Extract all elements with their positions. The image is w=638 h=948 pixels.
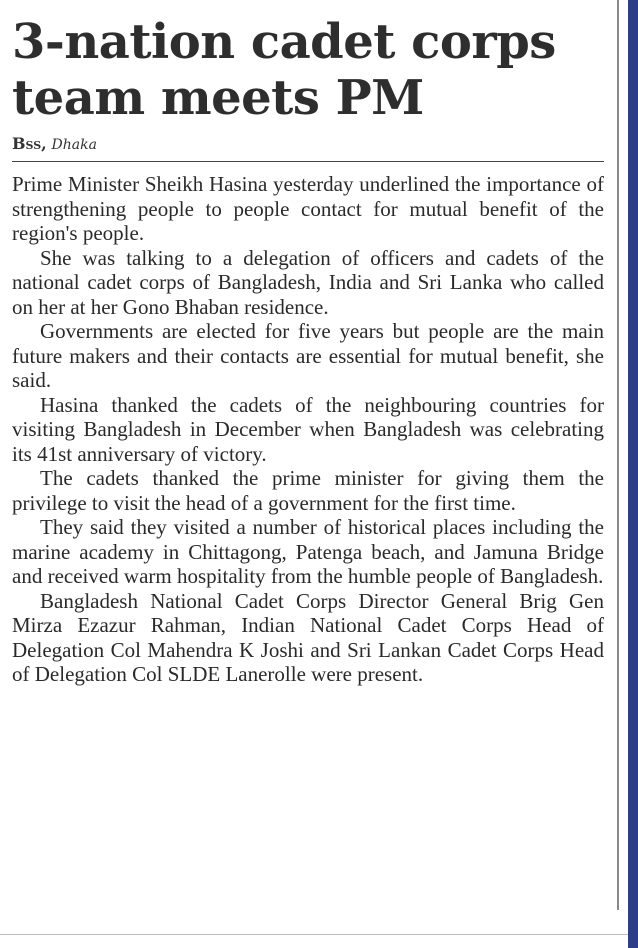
paragraph-6: They said they visited a number of historical places including the marine academy in Chittagong, Patenga beach, and Jamuna Bridge and received warm hospitality from the humble people of Bangladesh. bbox=[12, 515, 604, 588]
byline-agency: Bss, bbox=[12, 134, 47, 153]
bottom-rule bbox=[0, 934, 628, 935]
byline-place: Dhaka bbox=[51, 137, 97, 153]
article-body bbox=[12, 172, 604, 687]
paragraph-7: Bangladesh National Cadet Corps Director General Brig Gen Mirza Ezazur Rahman, Indian National Cadet Corps Head of Delegation Col Mahendra K Joshi and Sri Lankan Cadet Corps Head of Delegation Col SLDE Lanerolle were present. bbox=[12, 588, 604, 686]
column-rule bbox=[617, 0, 619, 910]
byline-divider bbox=[12, 161, 604, 162]
article bbox=[12, 14, 604, 687]
headline bbox=[12, 14, 604, 126]
paragraph-1: Prime Minister Sheikh Hasina yesterday underlined the importance of strengthening people to people contact for mutual benefit of the region's people. bbox=[12, 172, 604, 245]
paragraph-5: The cadets thanked the prime minister for giving them the privilege to visit the head of a government for the first time. bbox=[12, 466, 604, 515]
headline-line-1: 3-nation cadet corps bbox=[12, 14, 556, 70]
paragraph-2: She was talking to a delegation of officers and cadets of the national cadet corps of Bangladesh, India and Sri Lanka who called on her at her Gono Bhaban residence. bbox=[12, 245, 604, 319]
paragraph-3: Governments are elected for five years but people are the main future makers and their contacts are essential for mutual benefit, she said. bbox=[12, 319, 604, 392]
headline-line-2: team meets PM bbox=[12, 70, 424, 126]
paragraph-4: Hasina thanked the cadets of the neighbouring countries for visiting Bangladesh in December when Bangladesh was celebrating its 41st anniversary of victory. bbox=[12, 392, 604, 466]
page-edge-band bbox=[628, 0, 638, 948]
byline bbox=[12, 134, 604, 155]
